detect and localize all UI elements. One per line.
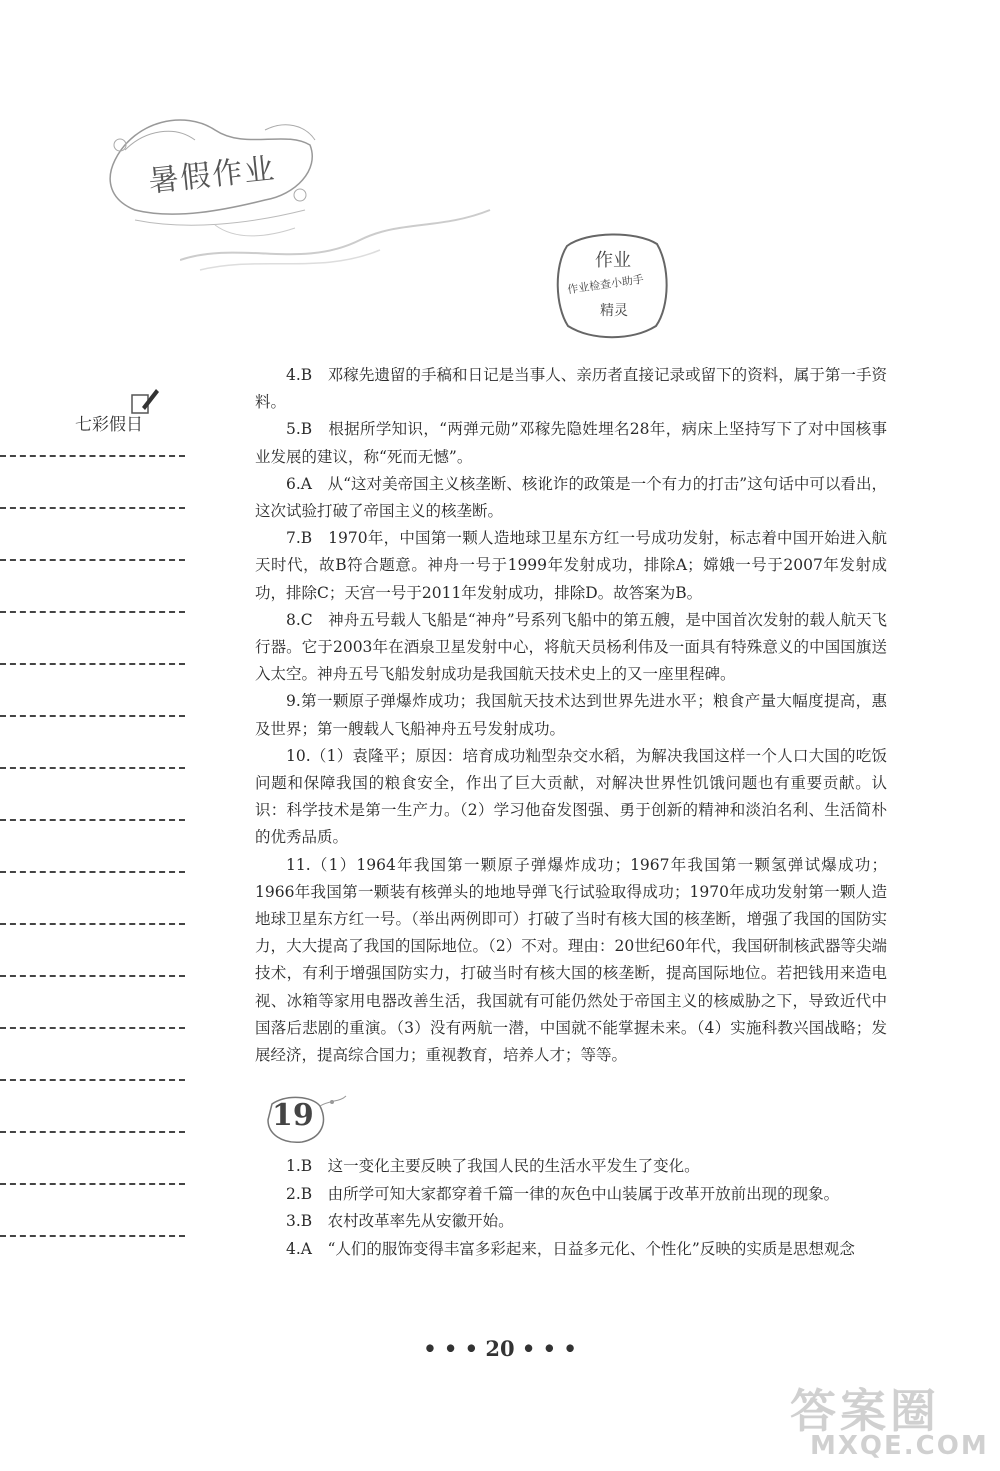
stamp-line1: 作业 <box>595 250 631 271</box>
answer-item: 2.B 由所学可知大家都穿着千篇一律的灰色中山装属于改革开放前出现的现象。 <box>286 1184 840 1203</box>
answer-item: 4.A “人们的服饰变得丰富多彩起来，日益多元化、个性化”反映的实质是思想观念 <box>286 1239 855 1258</box>
answer-item: 1.B 这一变化主要反映了我国人民的生活水平发生了变化。 <box>286 1157 700 1175</box>
sidebar-line <box>0 871 185 873</box>
answer-item: 10.（1）袁隆平；原因：培育成功籼型杂交水稻，为解决我国这样一个人口大国的吃饭问题和保障我国的粮食安全，作出了巨大贡献，对解决世界性饥饿问题也有重要贡献。认识：科学技术是第一生产力。（2）学习他奋发图强、勇于创新的精神和淡泊名利、生活简朴的优秀品质。 <box>255 746 887 847</box>
sidebar-line <box>0 611 185 613</box>
watermark-logo <box>770 1375 990 1467</box>
sidebar-line <box>0 767 185 769</box>
watermark-text: 答案圈 <box>790 1384 940 1438</box>
sidebar-line <box>0 975 185 977</box>
answer-item: 11.（1）1964年我国第一颗原子弹爆炸成功；1967年我国第一颗氢弹试爆成功；1966年我国第一颗装有核弹头的地地导弹飞行试验取得成功；1970年成功发射第一颗人造地球卫星东方红一号。（举出两例即可）打破了当时有核大国的核垄断，增强了我国的国防实力，大大提高了我国的国际地位。（2）不对。理由：20世纪60年代，我国研制核武器等尖端技术，有利于增强国防实力，打破当时有核大国的核垄断，提高国际地位。若把钱用来造电视、冰箱等家用电器改善生活，我国就有可能仍然处于帝国主义的核威胁之下，导致近代中国落后悲剧的重演。（3）没有两航一潜，中国就不能掌握未来。（4）实施科教兴国战略；发展经济，提高综合国力；重视教育，培养人才；等等。 <box>255 855 887 1065</box>
banner-title: 暑假作业 <box>146 151 278 200</box>
answer-item: 3.B 农村改革率先从安徽开始。 <box>286 1212 514 1230</box>
section-number: 19 <box>272 1098 314 1133</box>
watermark-url: MXQE.COM <box>810 1431 989 1461</box>
answer-item: 5.B 根据所学知识，“两弹元勋”邓稼先隐姓埋名28年，病床上坚持写下了对中国核事业发展的建议，称“死而无憾”。 <box>255 420 887 466</box>
sidebar-line <box>0 507 185 509</box>
sidebar-line <box>0 455 185 457</box>
ribbon-decoration <box>180 200 500 280</box>
sidebar-line <box>0 819 185 821</box>
stamp-line2: 作业检查小助手 <box>566 272 645 297</box>
sidebar-line <box>0 1131 185 1133</box>
sidebar-line <box>0 923 185 925</box>
answer-item: 4.B 邓稼先遗留的手稿和日记是当事人、亲历者直接记录或留下的资料，属于第一手资料。 <box>255 366 887 412</box>
answer-list <box>255 362 887 1069</box>
sidebar-line <box>0 1183 185 1185</box>
sidebar-label: 七彩假日 <box>75 415 143 435</box>
answer-item: 6.A 从“这对美帝国主义核垄断、核讹诈的政策是一个有力的打击”这句话中可以看出，这次试验打破了帝国主义的核垄断。 <box>255 474 887 521</box>
answer-item: 9.第一颗原子弹爆炸成功；我国航天技术达到世界先进水平；粮食产量大幅度提高，惠及世界；第一艘载人飞船神舟五号发射成功。 <box>255 692 887 738</box>
sidebar-line <box>0 1235 185 1237</box>
sidebar-note-lines <box>0 455 185 1237</box>
sidebar-line <box>0 1027 185 1029</box>
answer-list-section-19 <box>255 1153 887 1263</box>
sidebar-line <box>0 715 185 717</box>
page-number: • • • 20 • • • <box>423 1336 577 1361</box>
sidebar-line <box>0 663 185 665</box>
sidebar-line <box>0 559 185 561</box>
stamp-line3: 精灵 <box>600 303 628 319</box>
sidebar-line <box>0 1079 185 1081</box>
answer-item: 7.B 1970年，中国第一颗人造地球卫星东方红一号成功发射，标志着中国开始进入航天时代，故B符合题意。神舟一号于1999年发射成功，排除A；嫦娥一号于2007年发射成功，排除C；天宫一号于2011年发射成功，排除D。故答案为B。 <box>255 529 887 602</box>
answer-item: 8.C 神舟五号载人飞船是“神舟”号系列飞船中的第五艘，是中国首次发射的载人航天飞行器。它于2003年在酒泉卫星发射中心，将航天员杨利伟及一面具有特殊意义的中国国旗送入太空。神舟五号飞船发射成功是我国航天技术史上的又一座里程碑。 <box>255 610 887 684</box>
